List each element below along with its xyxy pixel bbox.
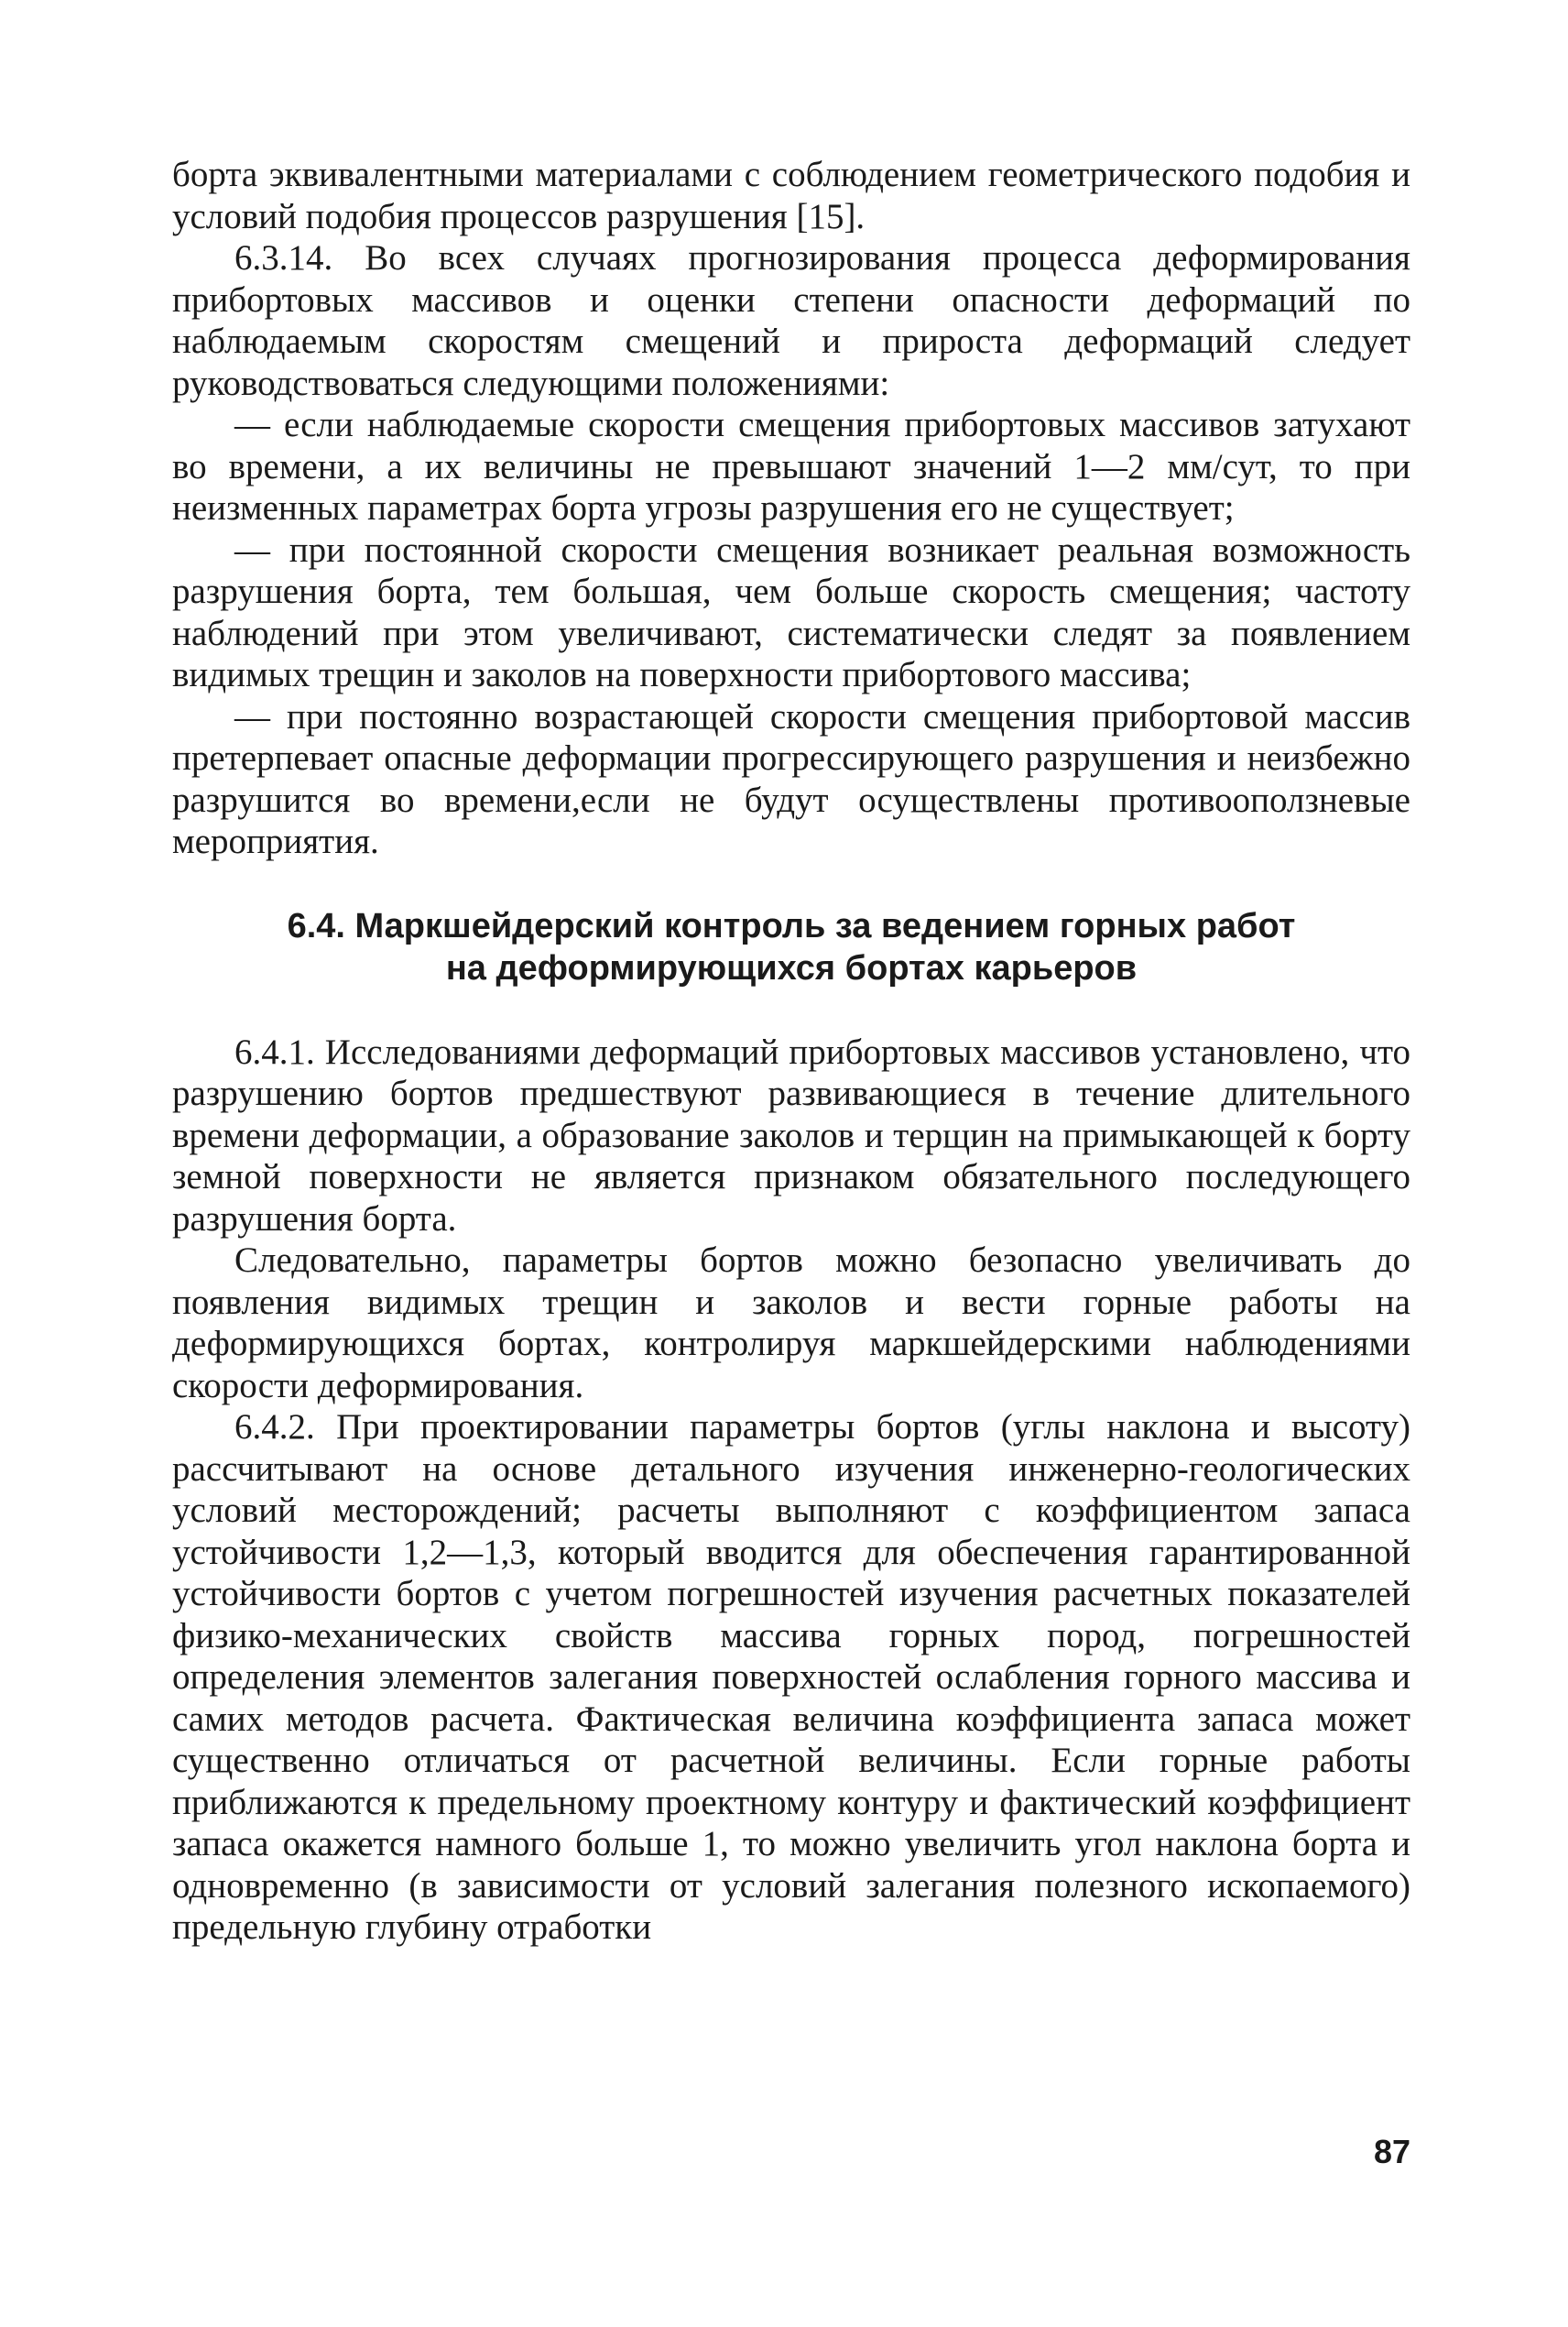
- page-number: 87: [1373, 2133, 1410, 2170]
- paragraph-6-4-1: 6.4.1. Исследованиями деформаций прибортовых массивов установлено, что разрушению бортов предшествуют развивающиеся в течение длительного времени деформации, а образование заколов и терщин на примыкающей к борту земной поверхности не является признаком обязательного последующего разрушения борта.: [172, 1032, 1410, 1239]
- section-heading-6-4: [172, 905, 1410, 989]
- list-item-damping: — если наблюдаемые скорости смещения прибортовых массивов затухают во времени, а их величины не превышают значений 1—2 мм/сут, то при неизменных параметрах борта угрозы разрушения его не существует;: [172, 405, 1410, 528]
- paragraph-6-3-14: 6.3.14. Во всех случаях прогнозирования процесса деформирования прибортовых массивов и оценки степени опасности деформаций по наблюдаемым скоростям смещений и прироста деформаций следует руководствоваться следующими положениями:: [172, 238, 1410, 403]
- paragraph-6-4-2: 6.4.2. При проектировании параметры бортов (углы наклона и высоту) рассчитывают на основе детального изучения инженерно-геологических условий месторождений; расчеты выполняют с коэффициентом запаса устойчивости 1,2—1,3, который вводится для обеспечения гарантированной устойчивости бортов с учетом погрешностей изучения расчетных показателей физико-механических свойств массива горных пород, погрешностей определения элементов залегания поверхностей ослабления горного массива и самих методов расчета. Фактическая величина коэффициента запаса может существенно отличаться от расчетной величины. Если горные работы приближаются к предельному проектному контуру и фактический коэффициент запаса окажется намного больше 1, то можно увеличить угол наклона борта и одновременно (в зависимости от условий залегания полезного ископаемого) предельную глубину отработки: [172, 1407, 1410, 1947]
- heading-line-1: 6.4. Маркшейдерский контроль за ведением горных работ: [287, 906, 1296, 945]
- list-item-increasing-speed: — при постоянно возрастающей скорости смещения прибортовой массив претерпевает опасные деформации прогрессирующего разрушения и неизбежно разрушится во времени,если не будут осуществлены противооползневые мероприятия.: [172, 696, 1410, 861]
- heading-line-2: на деформирующихся бортах карьеров: [445, 948, 1138, 988]
- paragraph-therefore: Следовательно, параметры бортов можно безопасно увеличивать до появления видимых трещин и заколов и вести горные работы на деформирующихся бортах, контролируя маркшейдерскими наблюдениями скорости деформирования.: [172, 1240, 1410, 1405]
- list-item-constant-speed: — при постоянной скорости смещения возникает реальная возможность разрушения борта, тем большая, чем больше скорость смещения; частоту наблюдений при этом увеличивают, систематически следят за появлением видимых трещин и заколов на поверхности прибортового массива;: [172, 530, 1410, 694]
- paragraph-continuation: борта эквивалентными материалами с соблюдением геометрического подобия и условий подобия процессов разрушения [15].: [172, 155, 1410, 236]
- page-content: [172, 154, 1410, 1949]
